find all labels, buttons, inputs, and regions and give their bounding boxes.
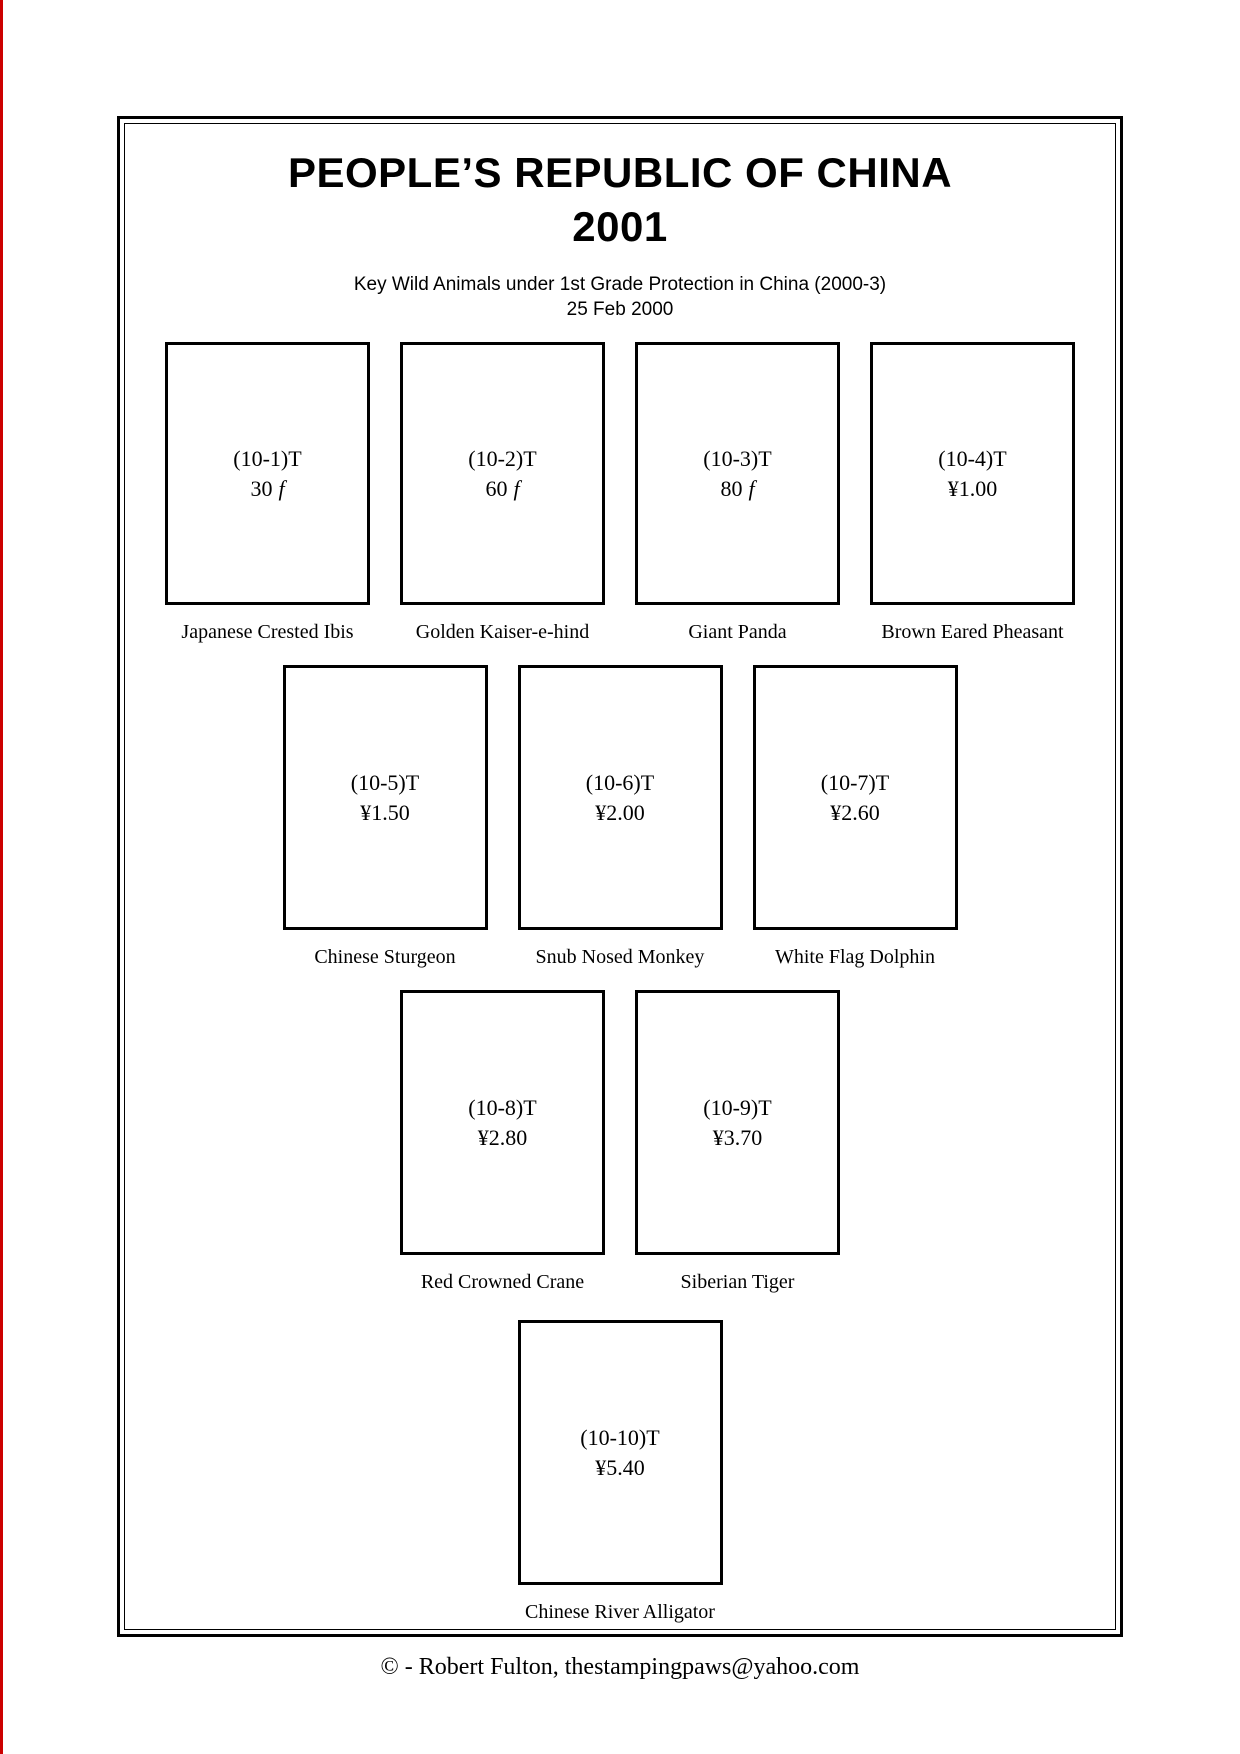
stamp-row-2 xyxy=(0,665,1240,970)
issue-subtitle xyxy=(0,272,1240,322)
stamp-caption: Siberian Tiger xyxy=(680,1271,795,1293)
stamp-denomination xyxy=(250,474,284,504)
stamp-caption: Snub Nosed Monkey xyxy=(535,946,705,968)
stamp-denomination xyxy=(713,1123,763,1153)
stamp-caption: Giant Panda xyxy=(688,621,787,643)
stamp-value: ¥5.40 xyxy=(595,1454,645,1480)
stamp-unit: f xyxy=(748,475,755,501)
stamp-row-3 xyxy=(0,990,1240,1295)
stamp-caption: Red Crowned Crane xyxy=(420,1271,585,1293)
stamp-caption: Golden Kaiser-e-hind xyxy=(415,621,590,643)
copyright-line: © - Robert Fulton, thestampingpaws@yahoo.com xyxy=(380,1654,860,1680)
stamp-value: ¥2.80 xyxy=(477,1124,528,1150)
stamp-placeholder-box xyxy=(753,665,958,930)
stamp-caption: Chinese Sturgeon xyxy=(314,946,456,968)
stamp-code: (10-4)T xyxy=(938,445,1007,471)
stamp-code: (10-1)T xyxy=(233,445,302,471)
stamp-cell xyxy=(870,342,1075,645)
page-header xyxy=(0,146,1240,254)
stamp-caption: Chinese River Alligator xyxy=(525,1601,715,1623)
stamp-code: (10-3)T xyxy=(703,445,772,471)
issue-title: Key Wild Animals under 1st Grade Protection in China (2000-3) xyxy=(353,274,887,295)
stamp-denomination xyxy=(360,798,410,828)
stamp-cell xyxy=(753,665,958,970)
stamp-row-4 xyxy=(0,1320,1240,1625)
stamp-placeholder-box xyxy=(870,342,1075,605)
stamp-code: (10-6)T xyxy=(585,769,655,795)
stamp-value: ¥1.00 xyxy=(947,475,998,501)
stamp-row-1 xyxy=(0,342,1240,645)
stamp-denomination xyxy=(720,474,754,504)
stamp-denomination xyxy=(595,1453,645,1483)
stamp-placeholder-box xyxy=(518,665,723,930)
stamp-cell xyxy=(635,342,840,645)
stamp-caption: Brown Eared Pheasant xyxy=(881,621,1064,643)
stamp-value: ¥2.60 xyxy=(830,799,880,825)
stamp-placeholder-box xyxy=(518,1320,723,1585)
stamp-cell xyxy=(635,990,840,1295)
stamp-placeholder-box xyxy=(165,342,370,605)
stamp-value: ¥1.50 xyxy=(360,799,410,825)
stamp-code: (10-8)T xyxy=(468,1094,537,1120)
stamp-caption: Japanese Crested Ibis xyxy=(181,621,354,643)
stamp-denomination xyxy=(948,474,998,504)
stamp-cell xyxy=(400,990,605,1295)
stamp-cell xyxy=(283,665,488,970)
stamp-denomination xyxy=(595,798,645,828)
stamp-placeholder-box xyxy=(400,342,605,605)
stamp-cell xyxy=(518,1320,723,1625)
stamp-value: ¥3.70 xyxy=(712,1124,763,1150)
stamp-value: 30 xyxy=(250,475,273,501)
stamp-cell xyxy=(518,665,723,970)
stamp-placeholder-box xyxy=(635,342,840,605)
page-year: 2001 xyxy=(572,203,668,250)
stamp-denomination xyxy=(830,798,880,828)
stamp-placeholder-box xyxy=(283,665,488,930)
stamp-code: (10-10)T xyxy=(580,1424,660,1450)
issue-date: 25 Feb 2000 xyxy=(566,299,674,320)
stamp-value: 60 xyxy=(485,475,508,501)
stamp-placeholder-box xyxy=(635,990,840,1255)
stamp-code: (10-5)T xyxy=(350,769,420,795)
stamp-denomination xyxy=(478,1123,528,1153)
stamp-value: 80 xyxy=(720,475,743,501)
stamp-placeholder-box xyxy=(400,990,605,1255)
page-title: PEOPLE’S REPUBLIC OF CHINA xyxy=(287,149,953,196)
stamp-code: (10-7)T xyxy=(820,769,890,795)
stamp-code: (10-2)T xyxy=(468,445,537,471)
stamp-value: ¥2.00 xyxy=(595,799,645,825)
stamp-unit: f xyxy=(278,475,285,501)
stamp-caption: White Flag Dolphin xyxy=(775,946,935,968)
stamp-cell xyxy=(165,342,370,645)
stamp-denomination xyxy=(485,474,519,504)
stamp-cell xyxy=(400,342,605,645)
stamp-code: (10-9)T xyxy=(703,1094,772,1120)
stamp-unit: f xyxy=(513,475,520,501)
